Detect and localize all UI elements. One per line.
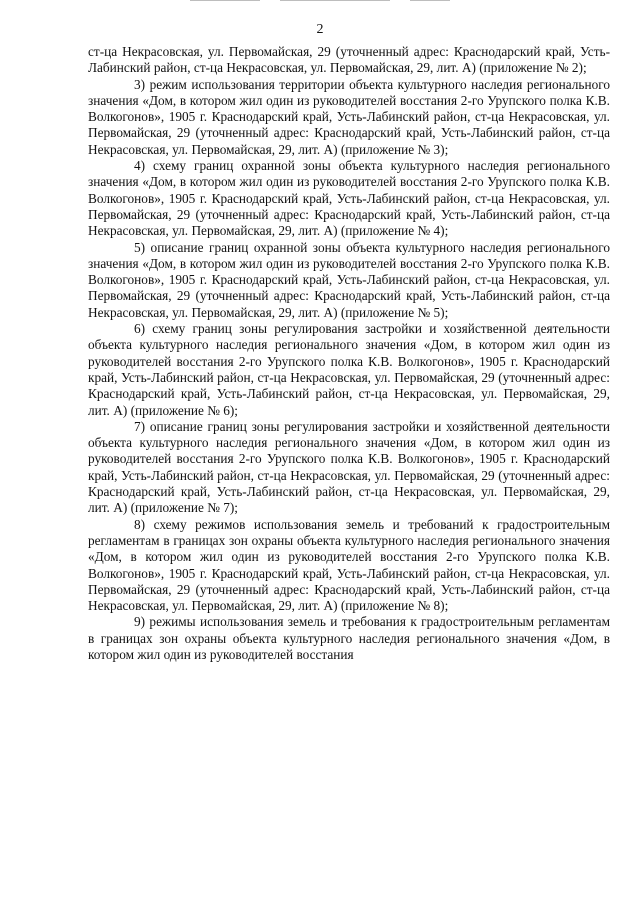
- document-body: [88, 44, 610, 663]
- paragraph-item-3: 3) режим использования территории объекта культурного наследия регионального значения «Дом, в котором жил один из руководителей восстания 2-го Урупского полка К.В. Волкогонов», 1905 г. Краснодарский край, Усть-Лабинский район, ст-ца Некрасовская, ул. Первомайская, 29 (уточненный адрес: Краснодарский край, Усть-Лабинский район, ст-ца Некрасовская, ул. Первомайская, 29, лит. А) (приложение № 3);: [88, 76, 610, 157]
- scan-edge-line: [190, 0, 260, 1]
- paragraph-item-9: 9) режимы использования земель и требования к градостроительным регламентам в границах зон охраны объекта культурного наследия регионального значения «Дом, в котором жил один из руководителей восстания: [88, 614, 610, 662]
- paragraph-item-8: 8) схему режимов использования земель и требований к градостроительным регламентам в границах зон охраны объекта культурного наследия регионального значения «Дом, в котором жил один из руководителей восстания 2-го Урупского полка К.В. Волкогонов», 1905 г. Краснодарский край, Усть-Лабинский район, ст-ца Некрасовская, ул. Первомайская, 29 (уточненный адрес: Краснодарский край, Усть-Лабинский район, ст-ца Некрасовская, ул. Первомайская, 29, лит. А) (приложение № 8);: [88, 516, 610, 614]
- paragraph-item-4: 4) схему границ охранной зоны объекта культурного наследия регионального значения «Дом, в котором жил один из руководителей восстания 2-го Урупского полка К.В. Волкогонов», 1905 г. Краснодарский край, Усть-Лабинский район, ст-ца Некрасовская, ул. Первомайская, 29 (уточненный адрес: Краснодарский край, Усть-Лабинский район, ст-ца Некрасовская, ул. Первомайская, 29, лит. А) (приложение № 4);: [88, 158, 610, 239]
- paragraph-item-7: 7) описание границ зоны регулирования застройки и хозяйственной деятельности объекта культурного наследия регионального значения «Дом, в котором жил один из руководителей восстания 2-го Урупского полка К.В. Волкогонов», 1905 г. Краснодарский край, Усть-Лабинский район, ст-ца Некрасовская, ул. Первомайская, 29 (уточненный адрес: Краснодарский край, Усть-Лабинский район, ст-ца Некрасовская, ул. Первомайская, 29, лит. А) (приложение № 7);: [88, 418, 610, 516]
- paragraph-item-5: 5) описание границ охранной зоны объекта культурного наследия регионального значения «Дом, в котором жил один из руководителей восстания 2-го Урупского полка К.В. Волкогонов», 1905 г. Краснодарский край, Усть-Лабинский район, ст-ца Некрасовская, ул. Первомайская, 29 (уточненный адрес: Краснодарский край, Усть-Лабинский район, ст-ца Некрасовская, ул. Первомайская, 29, лит. А) (приложение № 5);: [88, 239, 610, 320]
- paragraph-continuation: ст-ца Некрасовская, ул. Первомайская, 29 (уточненный адрес: Краснодарский край, Усть-Лабинский район, ст-ца Некрасовская, ул. Первомайская, 29, лит. А) (приложение № 2);: [88, 44, 610, 76]
- scan-edge-line: [280, 0, 390, 1]
- paragraph-item-6: 6) схему границ зоны регулирования застройки и хозяйственной деятельности объекта культурного наследия регионального значения «Дом, в котором жил один из руководителей восстания 2-го Урупского полка К.В. Волкогонов», 1905 г. Краснодарский край, Усть-Лабинский район, ст-ца Некрасовская, ул. Первомайская, 29 (уточненный адрес: Краснодарский край, Усть-Лабинский район, ст-ца Некрасовская, ул. Первомайская, 29, лит. А) (приложение № 6);: [88, 321, 610, 418]
- page-number: 2: [316, 22, 324, 37]
- scan-edge-line: [410, 0, 450, 1]
